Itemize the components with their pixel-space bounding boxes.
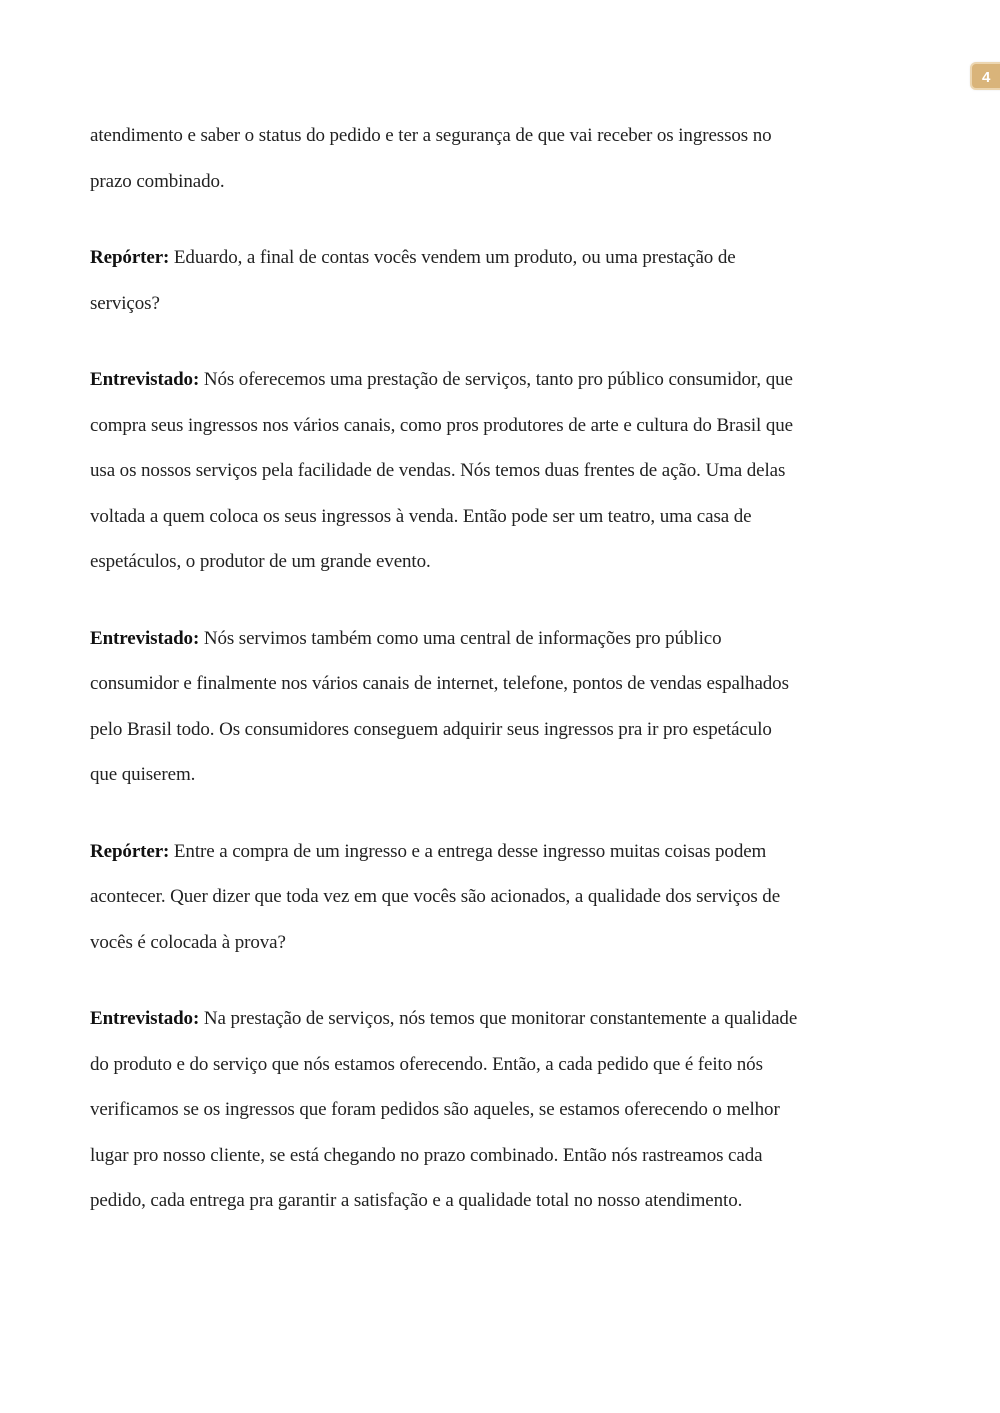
speaker-label: Entrevistado: (90, 627, 200, 649)
document-body (90, 113, 800, 1255)
paragraph-interviewee-answer (90, 996, 800, 1224)
paragraph-reporter-question (90, 829, 800, 966)
paragraph-continuation (90, 113, 800, 204)
paragraph-text: Nós oferecemos uma prestação de serviços, tanto pro público consumidor, que compra seus ingressos nos vários canais, como pros produtores de arte e cultura do Brasil que usa os nossos serviços pela facilidade de vendas. Nós temos duas frentes de ação. Uma delas voltada a quem coloca os seus ingressos à venda. Então pode ser um teatro, uma casa de espetáculos, o produtor de um grande evento. (90, 369, 794, 572)
page-number-badge: 4 (970, 62, 1000, 90)
paragraph-reporter-question (90, 235, 800, 326)
speaker-label: Repórter: (90, 840, 170, 862)
paragraph-text: Entre a compra de um ingresso e a entrega desse ingresso muitas coisas podem acontecer. Quer dizer que toda vez em que vocês são acionados, a qualidade dos serviços de vocês é colocada à prova? (90, 840, 781, 953)
speaker-label: Entrevistado: (90, 1008, 200, 1029)
paragraph-interviewee-answer (90, 616, 800, 798)
paragraph-text: atendimento e saber o status do pedido e ter a segurança de que vai receber os ingressos no prazo combinado. (90, 125, 772, 192)
speaker-label: Entrevistado: (90, 369, 200, 390)
paragraph-text: Nós servimos também como uma central de informações pro público consumidor e finalmente nos vários canais de internet, telefone, pontos de vendas espalhados pelo Brasil todo. Os consumidores conseguem adquirir seus ingressos pra ir pro espetáculo que quiserem. (90, 627, 789, 785)
paragraph-interviewee-answer (90, 357, 800, 585)
paragraph-text: Eduardo, a final de contas vocês vendem um produto, ou uma prestação de serviços? (90, 247, 736, 314)
speaker-label: Repórter: (90, 247, 170, 268)
paragraph-text: Na prestação de serviços, nós temos que monitorar constantemente a qualidade do produto e do serviço que nós estamos oferecendo. Então, a cada pedido que é feito nós verificamos se os ingressos que foram pedidos são aqueles, se estamos oferecendo o melhor lugar pro nosso cliente, se está chegando no prazo combinado. Então nós rastreamos cada pedido, cada entrega pra garantir a satisfação e a qualidade total no nosso atendimento. (90, 1008, 798, 1211)
